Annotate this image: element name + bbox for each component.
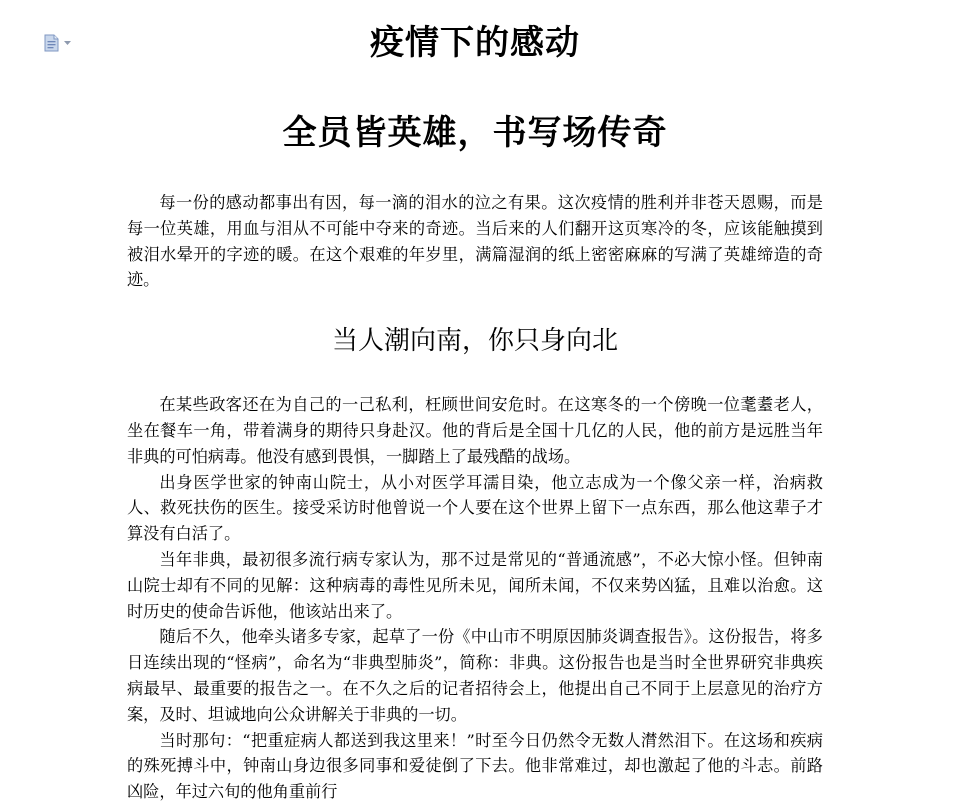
document-subtitle: 全员皆英雄，书写场传奇 [282,113,668,153]
document-icon [44,34,60,52]
document-title: 疫情下的感动 [370,23,580,63]
intro-paragraph: 每一份的感动都事出有因，每一滴的泪水的泣之有果。这次疫情的胜利并非苍天恩赐，而是每一位英雄，用血与泪从不可能中夺来的奇迹。当后来的人们翻开这页寒冷的冬，应该能触摸到被泪水晕开的字迹的暖。在这个艰难的年岁里，满篇湿润的纸上密密麻麻的写满了英雄缔造的奇迹。 [127,193,823,290]
section-heading: 当人潮向南，你只身向北 [331,326,618,357]
document-menu-button[interactable] [44,34,71,52]
document-page [127,20,823,805]
section-body [127,392,823,805]
section-paragraph-3: 当年非典，最初很多流行病专家认为，那不过是常见的“普通流感”，不必大惊小怪。但钟南山院士却有不同的见解：这种病毒的毒性见所未见，闻所未闻，不仅来势凶猛，且难以治愈。这时历史的使命告诉他，他该站出来了。 [127,549,823,621]
chevron-down-icon [64,41,71,46]
section-paragraph-4: 随后不久，他牵头诸多专家，起草了一份《中山市不明原因肺炎调查报告》。这份报告，将多日连续出现的“怪病”，命名为“非典型肺炎”，简称：非典。这份报告也是当时全世界研究非典疾病最早、最重要的报告之一。在不久之后的记者招待会上，他提出自己不同于上层意见的治疗方案，及时、坦诚地向公众讲解关于非典的一切。 [127,627,823,724]
section-paragraph-1: 在某些政客还在为自己的一己私利，枉顾世间安危时。在这寒冬的一个傍晚一位耄耋老人，坐在餐车一角，带着满身的期待只身赴汉。他的背后是全国十几亿的人民，他的前方是远胜当年非典的可怕病毒。他没有感到畏惧，一脚踏上了最残酷的战场。 [127,395,823,466]
section-paragraph-5: 当时那句：“把重症病人都送到我这里来！”时至今日仍然令无数人潸然泪下。在这场和疾病的殊死搏斗中，钟南山身边很多同事和爱徒倒了下去。他非常难过，却也激起了他的斗志。前路凶险，年过六旬的他角重前行 [127,730,823,802]
section-paragraph-2: 出身医学世家的钟南山院士，从小对医学耳濡目染，他立志成为一个像父亲一样，治病救人、救死扶伤的医生。接受采访时他曾说一个人要在这个世界上留下一点东西，那么他这辈子才算没有白活了。 [127,472,823,544]
intro-section [127,190,823,293]
